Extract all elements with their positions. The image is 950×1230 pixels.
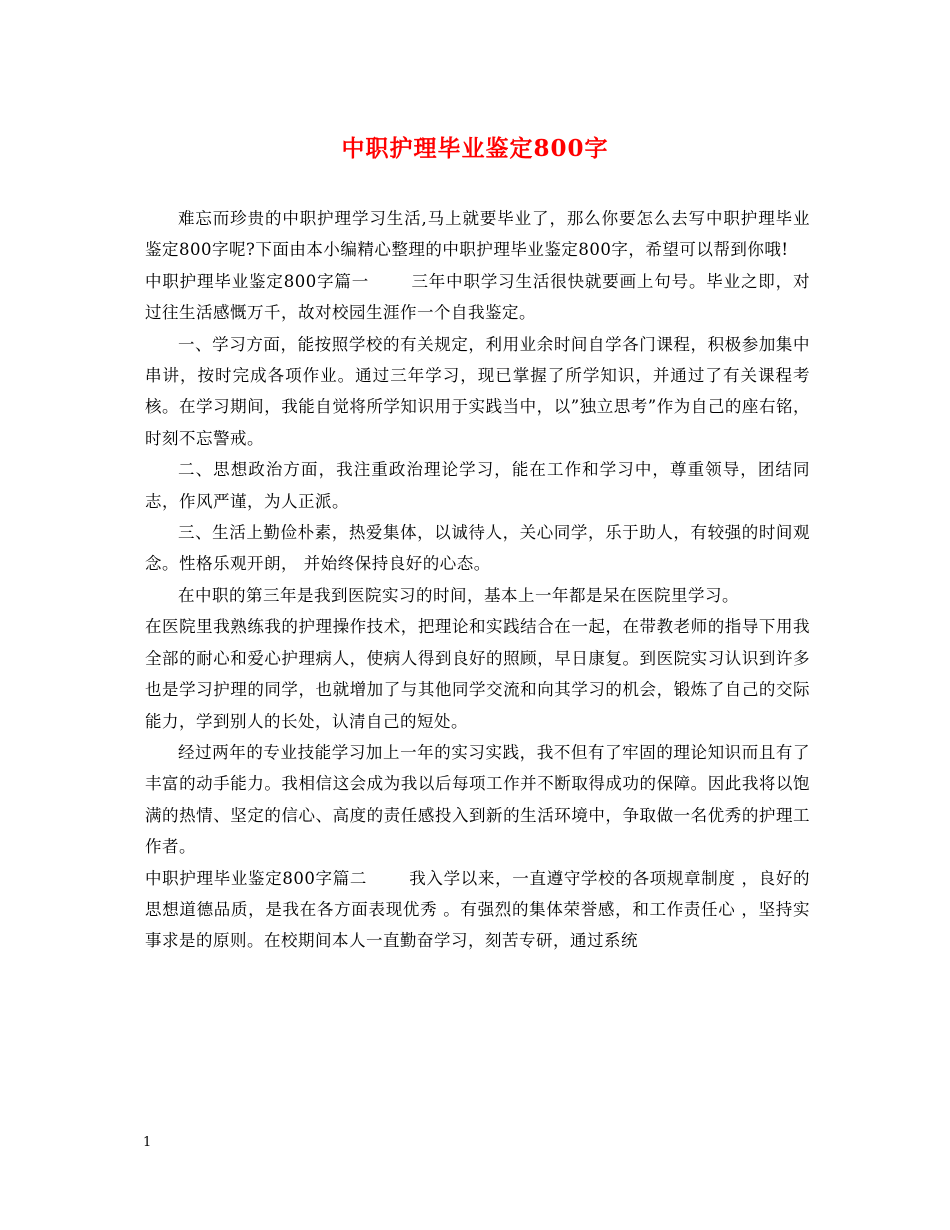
section-two-text: 我入学以来，一直遵守学校的各项规章制度 ，良好的思想道德品质，是我在各方面表现优秀 。有强烈的集体荣誉感，和工作责任心 ，坚持实事求是的原则。在校期间本人一直勤奋学习，刻苦专研，通过系统 [145, 868, 810, 951]
section-one-heading: 中职护理毕业鉴定800字篇一 [145, 271, 370, 291]
life-paragraph: 三、生活上勤俭朴素，热爱集体，以诚待人，关心同学，乐于助人，有较强的时间观念。性格乐观开朗， 并始终保持良好的心态。 [145, 523, 810, 574]
intro-paragraph: 难忘而珍贵的中职护理学习生活,马上就要毕业了，那么你要怎么去写中职护理毕业鉴定800字呢?下面由本小编精心整理的中职护理毕业鉴定800字，希望可以帮到你哦! [145, 209, 810, 260]
politics-paragraph: 二、思想政治方面，我注重政治理论学习，能在工作和学习中，尊重领导，团结同志，作风严谨，为人正派。 [145, 460, 810, 511]
internship-intro-paragraph: 在中职的第三年是我到医院实习的时间，基本上一年都是呆在医院里学习。 [178, 585, 739, 605]
page-number: 1 [143, 1135, 152, 1150]
summary-paragraph: 经过两年的专业技能学习加上一年的实习实践，我不但有了牢固的理论知识而且有了丰富的动手能力。我相信这会成为我以后每项工作并不断取得成功的保障。因此我将以饱满的热情、坚定的信心、高度的责任感投入到新的生活环境中，争取做一名优秀的护理工作者。 [145, 742, 810, 857]
internship-paragraph: 在医院里我熟练我的护理操作技术，把理论和实践结合在一起，在带教老师的指导下用我全部的耐心和爱心护理病人，使病人得到良好的照顾，早日康复。到医院实习认识到许多也是学习护理的同学，也就增加了与其他同学交流和向其学习的机会，锻炼了自己的交际能力，学到别人的长处，认清自己的短处。 [145, 617, 810, 731]
document-title: 中职护理毕业鉴定800字 [341, 135, 609, 162]
document-body [145, 203, 810, 957]
section-one-text: 三年中职学习生活很快就要画上句号。毕业之即，对过往生活感慨万千，故对校园生涯作一个自我鉴定。 [145, 271, 810, 323]
section-two-block [145, 863, 810, 957]
study-paragraph: 一、学习方面，能按照学校的有关规定，利用业余时间自学各门课程，积极参加集中串讲，按时完成各项作业。通过三年学习，现已掌握了所学知识，并通过了有关课程考核。在学习期间，我能自觉将所学知识用于实践当中，以”独立思考”作为自己的座右铭，时刻不忘警戒。 [145, 334, 810, 448]
section-one-block [145, 266, 810, 329]
section-two-heading: 中职护理毕业鉴定800字篇二 [145, 868, 368, 888]
